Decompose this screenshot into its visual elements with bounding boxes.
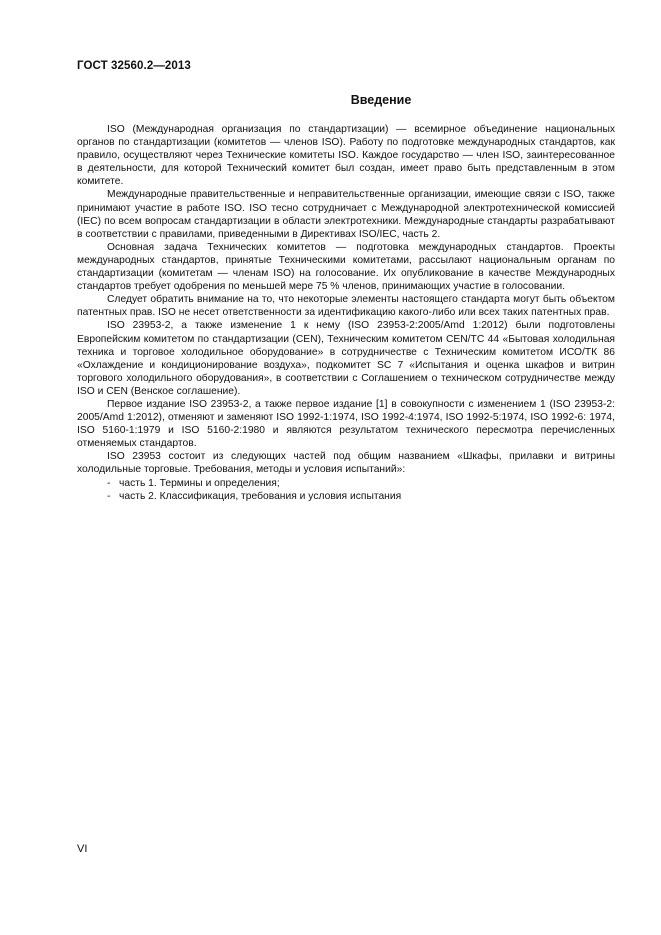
paragraph: Следует обратить внимание на то, что некоторые элементы настоящего стандарта могут быть объектом патентных прав. ISO не несет ответственности за идентификацию какого-либо или всех таких патентных прав. — [77, 294, 615, 319]
paragraph: Первое издание ISO 23953-2, а также первое издание [1] в совокупности с изменением 1 (ISO 23953-2: 2005/Amd 1:2012), отменяют и заменяют ISO 1992-1:1974, ISO 1992-4:1974, ISO 1992-5:1974, ISO 1992-6: 1974, ISO 5160-1:1979 и ISO 5160-2:1980 и являются результатом технического пересмотра перечисленных отменяемых стандартов. — [77, 398, 615, 450]
paragraph: ISO 23953-2, а также изменение 1 к нему (ISO 23953-2:2005/Amd 1:2012) были подготовлены Европейским комитетом по стандартизации (CEN), Техническим комитетом CEN/TC 44 «Бытовая холодильная техника и торговое холодильное оборудование» в сотрудничестве с Техническим комитетом ИСО/ТК 86 «Охлаждение и кондиционирование воздуха», подкомитет SC 7 «Испытания и оценка шкафов и витрин торгового холодильного оборудования», в соответствии с Соглашением о техническом сотрудничестве между ISO и CEN (Венское соглашение). — [77, 320, 615, 397]
page-number: VI — [77, 843, 88, 855]
paragraph: Основная задача Технических комитетов — подготовка международных стандартов. Проекты международных стандартов, принятые Техническими комитетами, рассылают национальным органам по стандартизации (комитетам — членам ISO) на голосование. Их опубликование в качестве Международных стандартов требует одобрения по меньшей мере 75 % членов, принимающих участие в голосовании. — [77, 241, 615, 293]
document-body — [77, 123, 615, 503]
paragraph: ISO (Международная организация по стандартизации) — всемирное объединение национальных органов по стандартизации (комитетов — членов ISO). Работу по подготовке международных стандартов, как правило, осуществляют через Технические комитеты ISO. Каждое государство — член ISO, заинтересованное в деятельности, для которой Технический комитет был создан, имеет право быть представленным в этом комитете. — [77, 124, 615, 188]
paragraph: ISO 23953 состоит из следующих частей под общим названием «Шкафы, прилавки и витрины холодильные торговые. Требования, методы и условия испытаний»: — [77, 451, 615, 476]
list-item — [77, 477, 615, 490]
list-dash: - — [107, 477, 111, 489]
section-title-text: Введение — [350, 93, 412, 107]
list-item — [77, 490, 615, 503]
list-item-text: часть 1. Термины и определения; — [119, 477, 280, 489]
document-header: ГОСТ 32560.2—2013 — [77, 60, 191, 72]
section-title — [77, 93, 615, 107]
list-dash: - — [107, 490, 111, 502]
paragraph: Международные правительственные и неправительственные организации, имеющие связи с ISO, также принимают участие в работе ISO. ISO тесно сотрудничает с Международной электротехнической комиссией (IEC) по всем вопросам стандартизации в области электротехники. Международные стандарты разрабатывают в соответствии с правилами, приведенными в Директивах ISO/IEC, часть 2. — [77, 189, 615, 240]
list-item-text: часть 2. Классификация, требования и условия испытания — [119, 490, 402, 502]
